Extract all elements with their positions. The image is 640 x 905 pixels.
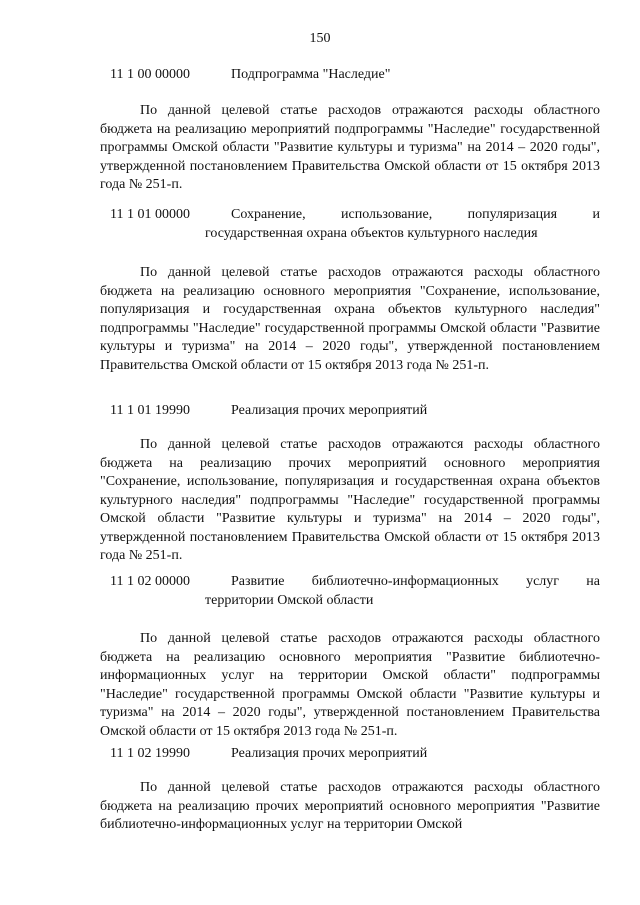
section-paragraph: По данной целевой статье расходов отражаются расходы областного бюджета на реализацию мероприятий подпрограммы "Наследие" государственной программы Омской области "Развитие культуры и туризма" на 2014 – 2020 годы", утвержденной постановлением Правительства Омской области от 15 октября 2013 года № 251-п.	[100, 103, 600, 192]
budget-code: 11 1 01 00000	[110, 207, 190, 222]
section-title: Реализация прочих мероприятий	[231, 403, 428, 418]
section-title: Подпрограмма "Наследие"	[231, 67, 391, 82]
budget-code: 11 1 02 00000	[110, 574, 190, 589]
budget-code: 11 1 01 19990	[110, 403, 190, 418]
section-paragraph: По данной целевой статье расходов отражаются расходы областного бюджета на реализацию прочих мероприятий основного мероприятия "Развитие библиотечно-информационных услуг на территории Омской	[100, 780, 600, 832]
page-number: 150	[309, 31, 331, 46]
section-paragraph: По данной целевой статье расходов отражаются расходы областного бюджета на реализацию основного мероприятия "Развитие библиотечно-информационных услуг на территории Омской области" подпрограммы "Наследие" государственной программы Омской области "Развитие культуры и туризма" на 2014 – 2020 годы", утвержденной постановлением Правительства Омской области от 15 октября 2013 года № 251-п.	[100, 631, 600, 739]
section-title: Развитие библиотечно-информационных услуг на территории Омской области	[205, 574, 600, 608]
budget-code: 11 1 02 19990	[110, 746, 190, 761]
budget-code: 11 1 00 00000	[110, 67, 190, 82]
section-paragraph: По данной целевой статье расходов отражаются расходы областного бюджета на реализацию прочих мероприятий основного мероприятия "Сохранение, использование, популяризация и государственная охрана объектов культурного наследия" подпрограммы "Наследие" государственной программы Омской области "Развитие культуры и туризма" на 2014 – 2020 годы", утвержденной постановлением Правительства Омской области от 15 октября 2013 года № 251-п.	[100, 437, 600, 563]
section-title: Сохранение, использование, популяризация и государственная охрана объектов культурного наследия	[205, 207, 600, 241]
section-paragraph: По данной целевой статье расходов отражаются расходы областного бюджета на реализацию основного мероприятия "Сохранение, использование, популяризация и государственная охрана объектов культурного наследия" подпрограммы "Наследие" государственной программы Омской области "Развитие культуры и туризма" на 2014 – 2020 годы", утвержденной постановлением Правительства Омской области от 15 октября 2013 года № 251-п.	[100, 265, 600, 373]
section-title: Реализация прочих мероприятий	[231, 746, 428, 761]
